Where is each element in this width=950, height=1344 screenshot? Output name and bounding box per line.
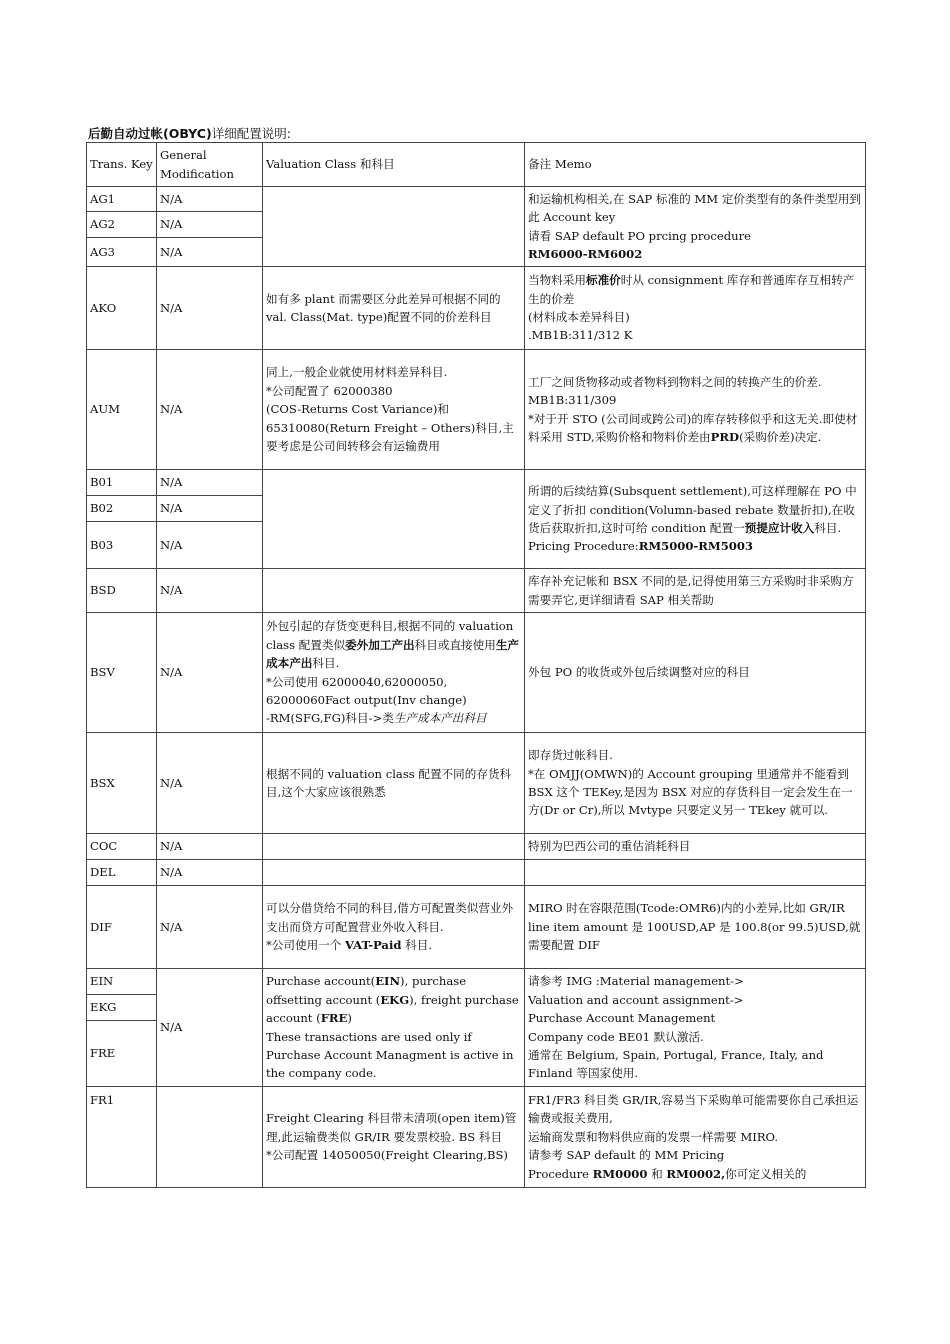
gm-cell: N/A [157, 238, 263, 267]
table-row [87, 267, 866, 350]
memo-cell: 特别为巴西公司的重估消耗科目 [525, 834, 866, 860]
valuation-class-cell: 如有多 plant 而需要区分此差异可根据不同的 val. Class(Mat. type)配置不同的价差科目 [263, 267, 525, 350]
obyc-config-table [86, 142, 866, 1188]
header-general-modification: General Modification [157, 143, 263, 187]
valuation-class-cell: 可以分借贷给不同的科目,借方可配置类似营业外支出而贷方可配置营业外收入科目. *公司使用一个 VAT-Paid 科目. [263, 886, 525, 969]
gm-cell: N/A [157, 834, 263, 860]
trans-key-cell: DIF [87, 886, 157, 969]
trans-key-cell: AG2 [87, 212, 157, 238]
table-row [87, 470, 866, 496]
trans-key-cell: DEL [87, 860, 157, 886]
memo-cell [525, 860, 866, 886]
table-row [87, 733, 866, 834]
memo-cell: 库存补充记帐和 BSX 不同的是,记得使用第三方采购时非采购方需要弄它,更详细请看 SAP 相关帮助 [525, 569, 866, 613]
gm-cell: N/A [157, 886, 263, 969]
valuation-class-cell [263, 470, 525, 569]
trans-key-cell: AUM [87, 350, 157, 470]
gm-cell: N/A [157, 212, 263, 238]
memo-cell: MIRO 时在容限范围(Tcode:OMR6)内的小差异,比如 GR/IR line item amount 是 100USD,AP 是 100.8(or 99.5)USD,就需要配置 DIF [525, 886, 866, 969]
table-row [87, 969, 866, 995]
memo-cell: 请参考 IMG :Material management-> Valuation and account assignment-> Purchase Account Management Company code BE01 默认激活. 通常在 Belgium, Spain, Portugal, France, Italy, and Finland 等国家使用. [525, 969, 866, 1087]
gm-cell: N/A [157, 350, 263, 470]
memo-cell: 和运输机构相关,在 SAP 标准的 MM 定价类型有的条件类型用到此 Account key 请看 SAP default PO prcing procedure RM6000-RM6002 [525, 187, 866, 267]
gm-cell: N/A [157, 860, 263, 886]
table-row [87, 187, 866, 212]
memo-cell: FR1/FR3 科目类 GR/IR,容易当下采购单可能需要你自己承担运输费或报关费用, 运输商发票和物料供应商的发票一样需要 MIRO. 请参考 SAP default 的 MM Pricing Procedure RM0000 和 RM0002,你可定义相关的 [525, 1087, 866, 1188]
trans-key-cell: B03 [87, 522, 157, 569]
table-row [87, 1087, 866, 1188]
valuation-class-cell: Freight Clearing 科目带未清项(open item)管理,此运输费类似 GR/IR 要发票校验. BS 科目 *公司配置 14050050(Freight Clearing,BS) [263, 1087, 525, 1188]
table-row [87, 613, 866, 733]
gm-cell: N/A [157, 267, 263, 350]
valuation-class-cell [263, 860, 525, 886]
valuation-class-cell: Purchase account(EIN), purchase offsetting account (EKG), freight purchase account (FRE) These transactions are used only if Purchase Account Managment is active in the company code. [263, 969, 525, 1087]
header-valuation-class: Valuation Class 和科目 [263, 143, 525, 187]
trans-key-cell: AG1 [87, 187, 157, 212]
trans-key-cell: BSX [87, 733, 157, 834]
trans-key-cell: BSV [87, 613, 157, 733]
gm-cell [157, 1087, 263, 1188]
gm-cell: N/A [157, 496, 263, 522]
valuation-class-cell: 同上,一般企业就使用材料差异科目. *公司配置了 62000380 (COS-Returns Cost Variance)和 65310080(Return Freight – Others)科目,主要考虑是公司间转移会有运输费用 [263, 350, 525, 470]
gm-cell: N/A [157, 969, 263, 1087]
valuation-class-cell: 根据不同的 valuation class 配置不同的存货科目,这个大家应该很熟悉 [263, 733, 525, 834]
table-row [87, 569, 866, 613]
gm-cell: N/A [157, 470, 263, 496]
trans-key-cell: COC [87, 834, 157, 860]
header-memo: 备注 Memo [525, 143, 866, 187]
valuation-class-cell [263, 569, 525, 613]
gm-cell: N/A [157, 569, 263, 613]
table-row [87, 860, 866, 886]
gm-cell: N/A [157, 733, 263, 834]
trans-key-cell: FRE [87, 1021, 157, 1087]
trans-key-cell: AKO [87, 267, 157, 350]
trans-key-cell: FR1 [87, 1087, 157, 1188]
trans-key-cell: EIN [87, 969, 157, 995]
table-row [87, 834, 866, 860]
memo-cell: 当物料采用标准价时从 consignment 库存和普通库存互相转产生的价差 (材料成本差异科目) .MB1B:311/312 K [525, 267, 866, 350]
valuation-class-cell [263, 834, 525, 860]
table-row [87, 886, 866, 969]
header-trans-key: Trans. Key [87, 143, 157, 187]
memo-cell: 外包 PO 的收货或外包后续调整对应的科目 [525, 613, 866, 733]
header-row [87, 143, 866, 187]
gm-cell: N/A [157, 613, 263, 733]
trans-key-cell: AG3 [87, 238, 157, 267]
gm-cell: N/A [157, 187, 263, 212]
trans-key-cell: B01 [87, 470, 157, 496]
memo-cell: 所谓的后续结算(Subsquent settlement),可这样理解在 PO 中定义了折扣 condition(Volumn-based rebate 数量折扣),在收货后获取折扣,这时可给 condition 配置一预提应计收入科目. Pricing Procedure:RM5000-RM5003 [525, 470, 866, 569]
trans-key-cell: B02 [87, 496, 157, 522]
memo-cell: 即存货过帐科目. *在 OMJJ(OMWN)的 Account grouping 里通常并不能看到 BSX 这个 TEKey,是因为 BSX 对应的存货科目一定会发生在一方(Dr or Cr),所以 Mvtype 只要定义另一 TEkey 就可以. [525, 733, 866, 834]
valuation-class-cell [263, 187, 525, 267]
table-row [87, 350, 866, 470]
gm-cell: N/A [157, 522, 263, 569]
trans-key-cell: BSD [87, 569, 157, 613]
valuation-class-cell: 外包引起的存货变更科目,根据不同的 valuation class 配置类似委外加工产出科目或直接使用生产成本产出科目. *公司使用 62000040,62000050, 62000060Fact output(Inv change) -RM(SFG,FG)科目->类生产成本产出科目 [263, 613, 525, 733]
trans-key-cell: EKG [87, 995, 157, 1021]
page-title: 后勤自动过帐(OBYC)详细配置说明: [88, 126, 291, 141]
memo-cell: 工厂之间货物移动或者物料到物料之间的转换产生的价差. MB1B:311/309 *对于开 STO (公司间或跨公司)的库存转移似乎和这无关.即使材料采用 STD,采购价格和物料价差由PRD(采购价差)决定. [525, 350, 866, 470]
